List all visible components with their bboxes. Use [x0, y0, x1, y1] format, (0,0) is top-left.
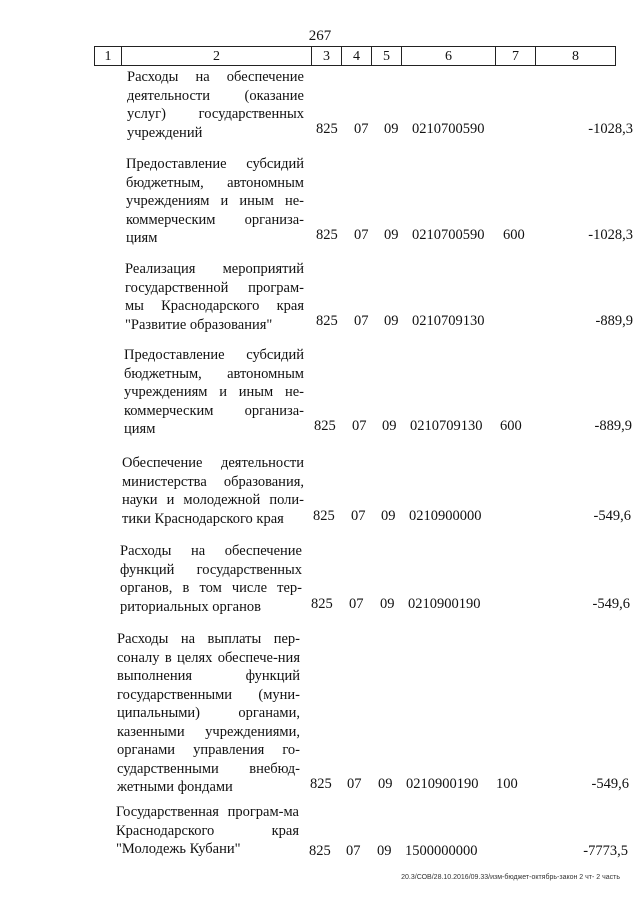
- col7-value: 100: [496, 776, 518, 792]
- col5-value: 09: [378, 776, 393, 792]
- header-col-2: 2: [122, 46, 312, 66]
- col5-value: 09: [382, 418, 397, 434]
- col4-value: 07: [354, 313, 369, 329]
- row-description: Расходы на обеспечение деятельности (оказание услуг) государственных учреждений: [127, 69, 304, 141]
- col5-value: 09: [380, 596, 395, 612]
- col4-value: 07: [347, 776, 362, 792]
- row-description: Расходы на выплаты пер-соналу в целях обеспече-ния выполнения функций государственными (муни-ципальными) органами, казенными учреждениями, органами управления го-сударственными внебюд-жетными фондами: [117, 631, 300, 795]
- row-description: Обеспечение деятельности министерства образования, науки и молодежной поли-тики Краснодарского края: [122, 455, 304, 527]
- col7-value: 600: [500, 418, 522, 434]
- table-header: [94, 46, 616, 66]
- header-col-3: 3: [312, 46, 342, 66]
- col4-value: 07: [346, 843, 361, 859]
- col6-value: 1500000000: [405, 843, 478, 859]
- col8-value: -1028,3: [588, 227, 633, 243]
- header-col-6: 6: [402, 46, 496, 66]
- col3-value: 825: [311, 596, 333, 612]
- col6-value: 0210900190: [406, 776, 479, 792]
- col6-value: 0210709130: [412, 313, 485, 329]
- col6-value: 0210900190: [408, 596, 481, 612]
- row-description: Предоставление субсидий бюджетным, автономным учреждениям и иным не-коммерческим организа-циям: [124, 347, 304, 437]
- col8-value: -7773,5: [583, 843, 628, 859]
- col3-value: 825: [313, 508, 335, 524]
- col8-value: -1028,3: [588, 121, 633, 137]
- row-description: Расходы на обеспечение функций государственных органов, в том числе тер-риториальных органов: [120, 543, 302, 615]
- col4-value: 07: [352, 418, 367, 434]
- footer-file-path: 20.3/СОВ/28.10.2016/09.33/изм-бюджет-октябрь-закон 2 чт- 2 часть: [401, 874, 620, 881]
- col8-value: -549,6: [591, 776, 629, 792]
- header-col-4: 4: [342, 46, 372, 66]
- header-col-1: 1: [94, 46, 122, 66]
- col8-value: -889,9: [595, 313, 633, 329]
- row-description: Государственная програм-ма Краснодарского края "Молодежь Кубани": [116, 804, 299, 857]
- header-col-7: 7: [496, 46, 536, 66]
- page-number: 267: [308, 28, 332, 44]
- col6-value: 0210700590: [412, 227, 485, 243]
- row-description: Реализация мероприятий государственной програм-мы Краснодарского края "Развитие образования": [125, 261, 304, 333]
- col5-value: 09: [384, 313, 399, 329]
- col8-value: -549,6: [592, 596, 630, 612]
- col3-value: 825: [309, 843, 331, 859]
- col4-value: 07: [354, 227, 369, 243]
- col4-value: 07: [349, 596, 364, 612]
- col3-value: 825: [316, 121, 338, 137]
- col7-value: 600: [503, 227, 525, 243]
- col4-value: 07: [354, 121, 369, 137]
- col5-value: 09: [381, 508, 396, 524]
- header-col-8: 8: [536, 46, 616, 66]
- header-col-5: 5: [372, 46, 402, 66]
- col6-value: 0210900000: [409, 508, 482, 524]
- col6-value: 0210700590: [412, 121, 485, 137]
- col5-value: 09: [377, 843, 392, 859]
- col4-value: 07: [351, 508, 366, 524]
- col8-value: -889,9: [594, 418, 632, 434]
- row-description: Предоставление субсидий бюджетным, автономным учреждениям и иным не-коммерческим организа-циям: [126, 156, 304, 246]
- col3-value: 825: [316, 313, 338, 329]
- col3-value: 825: [316, 227, 338, 243]
- col5-value: 09: [384, 121, 399, 137]
- col5-value: 09: [384, 227, 399, 243]
- col8-value: -549,6: [593, 508, 631, 524]
- col3-value: 825: [314, 418, 336, 434]
- col3-value: 825: [310, 776, 332, 792]
- col6-value: 0210709130: [410, 418, 483, 434]
